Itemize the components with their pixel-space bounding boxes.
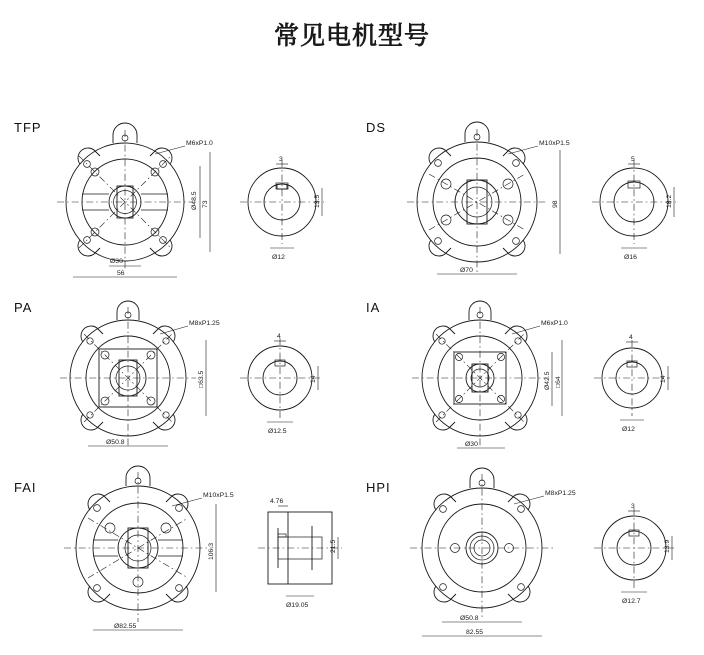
dim-ia-keyh: 14 [660,375,667,383]
dim-ia-boltcircle: Ø42.5 [544,371,551,390]
dim-tfp-pilot: Ø30 [110,258,123,265]
drawing-fai [10,470,350,650]
dim-pa-keylen: 4 [277,333,281,340]
dim-tfp-boltcircle: Ø48.5 [191,191,198,210]
dim-ds-pilot: Ø70 [460,267,473,274]
dim-pa-boltcircle: □63.5 [198,370,205,388]
dim-fai-keylen: 4.76 [270,498,284,505]
dim-fai-shaft: Ø19.05 [286,602,309,609]
panel-tfp [10,110,350,280]
page-title: 常见电机型号 [273,22,430,50]
panel-hpi [362,470,702,650]
dim-pa-pilot: Ø50.8 [106,439,125,446]
drawing-hpi [362,470,702,650]
panel-label-ds: DS [366,120,387,135]
panel-label-hpi: HPI [366,480,391,495]
dim-ia-square: □64 [555,376,562,388]
panel-label-fai: FAI [14,480,37,495]
dim-ds-keylen: 5 [631,156,635,163]
dim-pa-shaft: Ø12.5 [268,428,287,435]
dim-tfp-height: 73 [202,200,209,208]
dim-pa-thread: M8xP1.25 [189,320,220,327]
panel-label-ia: IA [366,300,381,315]
drawing-pa [10,290,350,460]
dim-ds-keyh: 18.2 [666,194,673,208]
dim-hpi-shaft: Ø12.7 [622,598,641,605]
panel-label-tfp: TFP [14,120,42,135]
dim-ds-thread: M10xP1.5 [539,140,570,147]
drawing-ds [362,110,702,280]
dim-hpi-pilot: Ø50.8 [460,615,479,622]
panel-pa [10,290,350,460]
dim-hpi-keyh: 13.9 [664,539,671,553]
dim-hpi-width: 82.55 [466,629,484,636]
dim-hpi-keylen: 3 [631,503,635,510]
dim-fai-keyh: 21.5 [330,539,337,553]
dim-tfp-width: 56 [117,270,125,277]
drawing-ia [362,290,702,460]
dim-ia-thread: M6xP1.0 [541,320,568,327]
dim-tfp-keylen: 3 [279,156,283,163]
dim-ds-shaft: Ø16 [624,254,637,261]
dim-ds-height: 98 [552,200,559,208]
dim-pa-keyh: 14 [310,375,317,383]
dim-tfp-keyh: 13.5 [314,194,321,208]
dim-fai-thread: M10xP1.5 [203,492,234,499]
drawing-tfp [10,110,350,280]
dim-fai-boltcircle: 106.3 [208,542,215,560]
panel-label-pa: PA [14,300,33,315]
panel-ds [362,110,702,280]
dim-ia-pilot: Ø30 [465,441,478,448]
panel-ia [362,290,702,460]
panel-fai [10,470,350,650]
dim-tfp-shaft: Ø12 [272,254,285,261]
dim-tfp-thread: M6xP1.0 [186,140,213,147]
dim-ia-keylen: 4 [629,334,633,341]
dim-fai-pilot: Ø82.55 [114,623,137,630]
dim-hpi-thread: M8xP1.25 [545,490,576,497]
dim-ia-shaft: Ø12 [622,426,635,433]
